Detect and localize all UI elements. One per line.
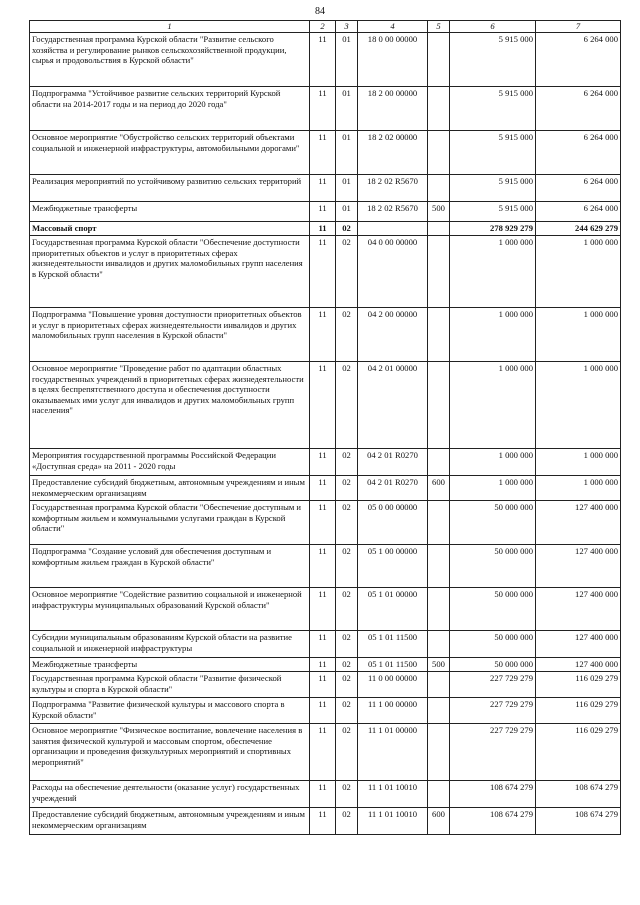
column-header: 7: [536, 21, 621, 33]
subsection-code-cell: 02: [336, 362, 358, 449]
item-name-cell: Предоставление субсидий бюджетным, автономным учреждениям и иным некоммерческим организациям: [30, 808, 310, 835]
table-row: [30, 588, 621, 631]
amount-year1-cell: 1 000 000: [450, 449, 536, 476]
amount-year2-cell: 116 029 279: [536, 724, 621, 781]
amount-year2-cell: 108 674 279: [536, 781, 621, 808]
section-code-cell: 11: [310, 672, 336, 698]
expense-type-cell: [428, 33, 450, 87]
amount-year2-cell: 244 629 279: [536, 222, 621, 236]
section-code-cell: 11: [310, 588, 336, 631]
section-code-cell: 11: [310, 202, 336, 222]
item-name-cell: Мероприятия государственной программы Российской Федерации «Доступная среда» на 2011 - 2020 годы: [30, 449, 310, 476]
item-name-cell: Расходы на обеспечение деятельности (оказание услуг) государственных учреждений: [30, 781, 310, 808]
amount-year1-cell: 50 000 000: [450, 501, 536, 545]
table-row: [30, 808, 621, 835]
column-header: 5: [428, 21, 450, 33]
amount-year2-cell: 1 000 000: [536, 236, 621, 308]
expense-type-cell: [428, 501, 450, 545]
column-header: 3: [336, 21, 358, 33]
expense-type-cell: [428, 131, 450, 175]
table-row: [30, 175, 621, 202]
amount-year1-cell: 50 000 000: [450, 631, 536, 658]
section-code-cell: 11: [310, 501, 336, 545]
expense-type-cell: [428, 362, 450, 449]
amount-year2-cell: 1 000 000: [536, 449, 621, 476]
amount-year1-cell: 227 729 279: [450, 698, 536, 724]
table-row: [30, 724, 621, 781]
item-name-cell: Субсидии муниципальным образованиям Курской области на развитие социальной и инженерной инфраструктуры: [30, 631, 310, 658]
table-body: [30, 33, 621, 835]
table-row: [30, 308, 621, 362]
table-row: [30, 672, 621, 698]
amount-year2-cell: 127 400 000: [536, 658, 621, 672]
expense-type-cell: [428, 449, 450, 476]
expense-type-cell: 500: [428, 202, 450, 222]
target-article-cell: 18 2 02 00000: [358, 131, 428, 175]
subsection-code-cell: 02: [336, 501, 358, 545]
subsection-code-cell: 02: [336, 588, 358, 631]
section-code-cell: 11: [310, 476, 336, 501]
target-article-cell: 05 0 00 00000: [358, 501, 428, 545]
subsection-code-cell: 01: [336, 87, 358, 131]
target-article-cell: 04 0 00 00000: [358, 236, 428, 308]
amount-year2-cell: 116 029 279: [536, 672, 621, 698]
expense-type-cell: [428, 698, 450, 724]
table-row: [30, 131, 621, 175]
amount-year1-cell: 108 674 279: [450, 808, 536, 835]
subsection-code-cell: 02: [336, 545, 358, 588]
section-code-cell: 11: [310, 33, 336, 87]
item-name-cell: Основное мероприятие "Содействие развитию социальной и инженерной инфраструктуры муниципальных образований Курской области": [30, 588, 310, 631]
item-name-cell: Государственная программа Курской области "Обеспечение доступности приоритетных объектов и услуг в приоритетных сферах жизнедеятельности инвалидов и других маломобильных групп населения в Курской области": [30, 236, 310, 308]
subsection-code-cell: 02: [336, 781, 358, 808]
section-code-cell: 11: [310, 362, 336, 449]
column-header: 1: [30, 21, 310, 33]
item-name-cell: Основное мероприятие "Проведение работ по адаптации областных государственных учреждений в приоритетных сферах жизнедеятельности в целях беспрепятственного доступа и обеспечения доступности оказываемых ими услуг для инвалидов и других маломобильных групп населения": [30, 362, 310, 449]
section-code-cell: 11: [310, 308, 336, 362]
expense-type-cell: [428, 308, 450, 362]
column-header: 6: [450, 21, 536, 33]
section-code-cell: 11: [310, 658, 336, 672]
amount-year2-cell: 127 400 000: [536, 588, 621, 631]
budget-table: [29, 20, 621, 835]
subsection-code-cell: 01: [336, 175, 358, 202]
amount-year1-cell: 1 000 000: [450, 236, 536, 308]
section-code-cell: 11: [310, 449, 336, 476]
section-code-cell: 11: [310, 545, 336, 588]
section-code-cell: 11: [310, 87, 336, 131]
subsection-code-cell: 02: [336, 476, 358, 501]
table-row: [30, 449, 621, 476]
item-name-cell: Массовый спорт: [30, 222, 310, 236]
expense-type-cell: [428, 724, 450, 781]
amount-year2-cell: 1 000 000: [536, 476, 621, 501]
section-code-cell: 11: [310, 236, 336, 308]
amount-year1-cell: 50 000 000: [450, 588, 536, 631]
target-article-cell: 11 1 01 00000: [358, 724, 428, 781]
subsection-code-cell: 02: [336, 808, 358, 835]
amount-year2-cell: 6 264 000: [536, 33, 621, 87]
amount-year1-cell: 1 000 000: [450, 308, 536, 362]
target-article-cell: 04 2 00 00000: [358, 308, 428, 362]
section-code-cell: 11: [310, 131, 336, 175]
table-row: [30, 476, 621, 501]
table-row: [30, 631, 621, 658]
amount-year2-cell: 6 264 000: [536, 175, 621, 202]
expense-type-cell: [428, 545, 450, 588]
item-name-cell: Подпрограмма "Создание условий для обеспечения доступным и комфортным жильем граждан в Курской области": [30, 545, 310, 588]
section-code-cell: 11: [310, 175, 336, 202]
table-row: [30, 781, 621, 808]
amount-year2-cell: 1 000 000: [536, 362, 621, 449]
amount-year1-cell: 108 674 279: [450, 781, 536, 808]
subsection-code-cell: 01: [336, 33, 358, 87]
item-name-cell: Основное мероприятие "Обустройство сельских территорий объектами социальной и инженерной инфраструктуры, автомобильными дорогами": [30, 131, 310, 175]
target-article-cell: 05 1 01 11500: [358, 631, 428, 658]
section-code-cell: 11: [310, 222, 336, 236]
subsection-code-cell: 02: [336, 308, 358, 362]
target-article-cell: 04 2 01 R0270: [358, 449, 428, 476]
target-article-cell: [358, 222, 428, 236]
target-article-cell: 18 2 02 R5670: [358, 175, 428, 202]
expense-type-cell: [428, 588, 450, 631]
item-name-cell: Основное мероприятие "Физическое воспитание, вовлечение населения в занятия физической культурой и массовым спортом, обеспечение организации и проведения физкультурных мероприятий и спортивных мероприятий": [30, 724, 310, 781]
subsection-code-cell: 02: [336, 236, 358, 308]
subsection-code-cell: 02: [336, 658, 358, 672]
subsection-code-cell: 02: [336, 222, 358, 236]
target-article-cell: 18 2 00 00000: [358, 87, 428, 131]
table-row: [30, 362, 621, 449]
item-name-cell: Подпрограмма "Устойчивое развитие сельских территорий Курской области на 2014-2017 годы и на период до 2020 года": [30, 87, 310, 131]
item-name-cell: Реализация мероприятий по устойчивому развитию сельских территорий: [30, 175, 310, 202]
amount-year1-cell: 5 915 000: [450, 202, 536, 222]
section-code-cell: 11: [310, 781, 336, 808]
target-article-cell: 05 1 00 00000: [358, 545, 428, 588]
subsection-code-cell: 02: [336, 631, 358, 658]
item-name-cell: Подпрограмма "Повышение уровня доступности приоритетных объектов и услуг в приоритетных сферах жизнедеятельности инвалидов и других маломобильных групп населения в Курской области": [30, 308, 310, 362]
amount-year1-cell: 5 915 000: [450, 175, 536, 202]
amount-year1-cell: 1 000 000: [450, 476, 536, 501]
item-name-cell: Межбюджетные трансферты: [30, 658, 310, 672]
target-article-cell: 18 2 02 R5670: [358, 202, 428, 222]
target-article-cell: 11 1 01 10010: [358, 781, 428, 808]
amount-year1-cell: 5 915 000: [450, 87, 536, 131]
amount-year2-cell: 6 264 000: [536, 131, 621, 175]
table-row: [30, 222, 621, 236]
item-name-cell: Государственная программа Курской области "Развитие физической культуры и спорта в Курской области": [30, 672, 310, 698]
expense-type-cell: [428, 87, 450, 131]
amount-year1-cell: 1 000 000: [450, 362, 536, 449]
expense-type-cell: 600: [428, 808, 450, 835]
table-row: [30, 33, 621, 87]
target-article-cell: 05 1 01 11500: [358, 658, 428, 672]
table-row: [30, 545, 621, 588]
subsection-code-cell: 02: [336, 724, 358, 781]
table-row: [30, 202, 621, 222]
subsection-code-cell: 01: [336, 131, 358, 175]
page-number: 84: [315, 6, 325, 17]
amount-year2-cell: 1 000 000: [536, 308, 621, 362]
table-row: [30, 698, 621, 724]
expense-type-cell: [428, 672, 450, 698]
amount-year2-cell: 6 264 000: [536, 87, 621, 131]
expense-type-cell: [428, 175, 450, 202]
target-article-cell: 11 1 01 10010: [358, 808, 428, 835]
item-name-cell: Межбюджетные трансферты: [30, 202, 310, 222]
target-article-cell: 04 2 01 00000: [358, 362, 428, 449]
amount-year1-cell: 50 000 000: [450, 658, 536, 672]
item-name-cell: Подпрограмма "Развитие физической культуры и массового спорта в Курской области": [30, 698, 310, 724]
target-article-cell: 05 1 01 00000: [358, 588, 428, 631]
subsection-code-cell: 02: [336, 672, 358, 698]
item-name-cell: Предоставление субсидий бюджетным, автономным учреждениям и иным некоммерческим организациям: [30, 476, 310, 501]
amount-year1-cell: 5 915 000: [450, 33, 536, 87]
item-name-cell: Государственная программа Курской области "Обеспечение доступным и комфортным жильем и коммунальными услугами граждан в Курской области": [30, 501, 310, 545]
amount-year2-cell: 127 400 000: [536, 501, 621, 545]
amount-year2-cell: 6 264 000: [536, 202, 621, 222]
section-code-cell: 11: [310, 808, 336, 835]
column-header: 2: [310, 21, 336, 33]
section-code-cell: 11: [310, 631, 336, 658]
subsection-code-cell: 01: [336, 202, 358, 222]
amount-year1-cell: 227 729 279: [450, 724, 536, 781]
header-row: [30, 21, 621, 33]
section-code-cell: 11: [310, 698, 336, 724]
table-row: [30, 236, 621, 308]
expense-type-cell: [428, 222, 450, 236]
table-row: [30, 501, 621, 545]
column-header: 4: [358, 21, 428, 33]
table-row: [30, 658, 621, 672]
amount-year2-cell: 116 029 279: [536, 698, 621, 724]
target-article-cell: 04 2 01 R0270: [358, 476, 428, 501]
amount-year2-cell: 108 674 279: [536, 808, 621, 835]
subsection-code-cell: 02: [336, 449, 358, 476]
item-name-cell: Государственная программа Курской области "Развитие сельского хозяйства и регулирование рынков сельскохозяйственной продукции, сырья и продовольствия в Курской области": [30, 33, 310, 87]
amount-year2-cell: 127 400 000: [536, 545, 621, 588]
target-article-cell: 11 1 00 00000: [358, 698, 428, 724]
target-article-cell: 11 0 00 00000: [358, 672, 428, 698]
expense-type-cell: 500: [428, 658, 450, 672]
amount-year1-cell: 50 000 000: [450, 545, 536, 588]
subsection-code-cell: 02: [336, 698, 358, 724]
expense-type-cell: [428, 236, 450, 308]
amount-year1-cell: 5 915 000: [450, 131, 536, 175]
amount-year2-cell: 127 400 000: [536, 631, 621, 658]
table-row: [30, 87, 621, 131]
target-article-cell: 18 0 00 00000: [358, 33, 428, 87]
section-code-cell: 11: [310, 724, 336, 781]
amount-year1-cell: 278 929 279: [450, 222, 536, 236]
expense-type-cell: 600: [428, 476, 450, 501]
expense-type-cell: [428, 781, 450, 808]
amount-year1-cell: 227 729 279: [450, 672, 536, 698]
expense-type-cell: [428, 631, 450, 658]
